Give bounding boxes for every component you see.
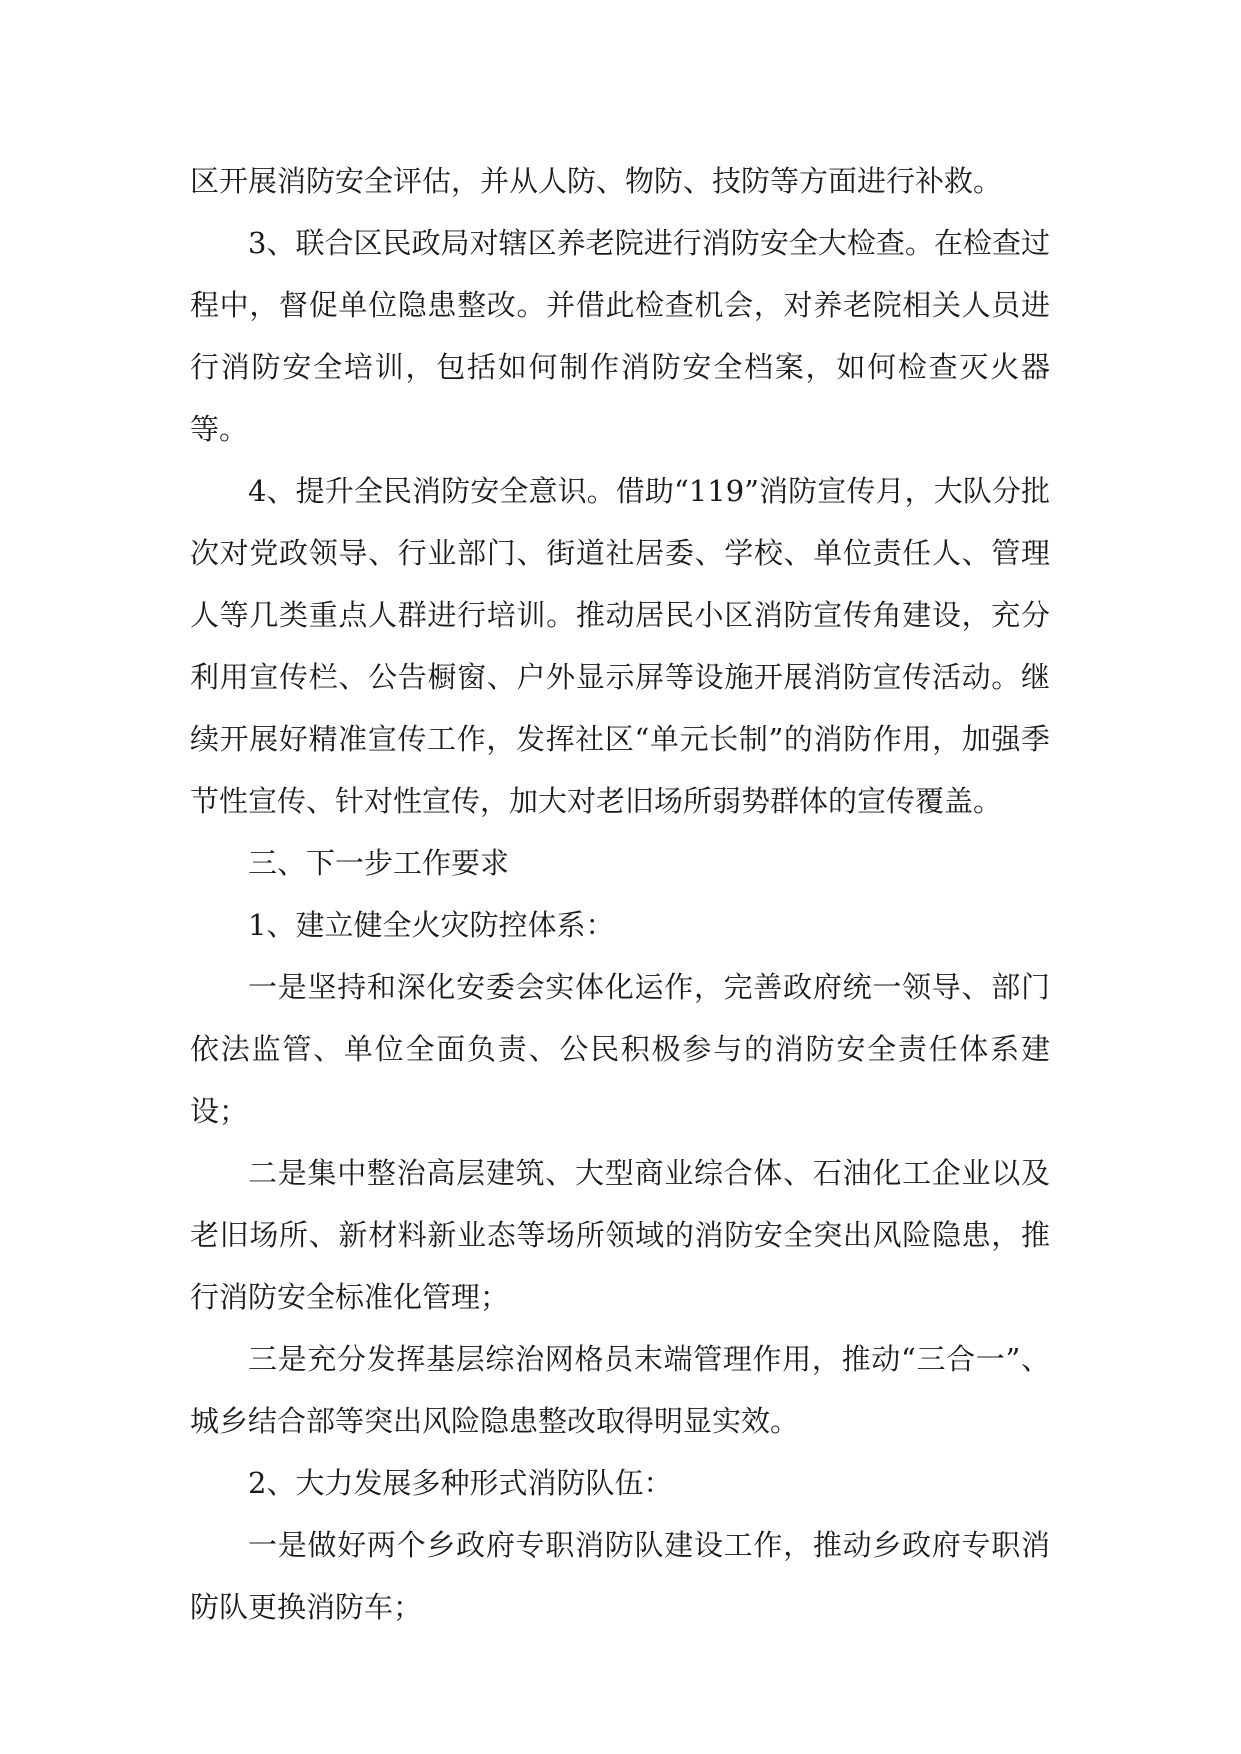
paragraph-point-3: 三是充分发挥基层综治网格员末端管理作用，推动“三合一”、城乡结合部等突出风险隐患整改取得明显实效。 xyxy=(190,1342,1050,1438)
paragraph-item-3: 3、联合区民政局对辖区养老院进行消防安全大检查。在检查过程中，督促单位隐患整改。并借此检查机会，对养老院相关人员进行消防安全培训，包括如何制作消防安全档案，如何检查灭火器等。 xyxy=(190,226,1050,446)
paragraph-point-2: 二是集中整治高层建筑、大型商业综合体、石油化工企业以及老旧场所、新材料新业态等场所领域的消防安全突出风险隐患，推行消防安全标准化管理； xyxy=(190,1156,1050,1314)
document-body xyxy=(190,150,1050,1638)
subheading-2: 2、大力发展多种形式消防队伍： xyxy=(248,1466,673,1500)
paragraph-continuation: 区开展消防安全评估，并从人防、物防、技防等方面进行补救。 xyxy=(190,164,1003,198)
subheading-1: 1、建立健全火灾防控体系： xyxy=(248,908,615,942)
section-heading-3: 三、下一步工作要求 xyxy=(248,846,510,880)
paragraph-item-4: 4、提升全民消防安全意识。借助“119”消防宣传月，大队分批次对党政领导、行业部门、街道社居委、学校、单位责任人、管理人等几类重点人群进行培训。推动居民小区消防宣传角建设，充分利用宣传栏、公告橱窗、户外显示屏等设施开展消防宣传活动。继续开展好精准宣传工作，发挥社区“单元长制”的消防作用，加强季节性宣传、针对性宣传，加大对老旧场所弱势群体的宣传覆盖。 xyxy=(190,474,1050,818)
paragraph-point-4: 一是做好两个乡政府专职消防队建设工作，推动乡政府专职消防队更换消防车； xyxy=(190,1528,1050,1624)
paragraph-point-1: 一是坚持和深化安委会实体化运作，完善政府统一领导、部门依法监管、单位全面负责、公民积极参与的消防安全责任体系建设； xyxy=(190,970,1050,1128)
